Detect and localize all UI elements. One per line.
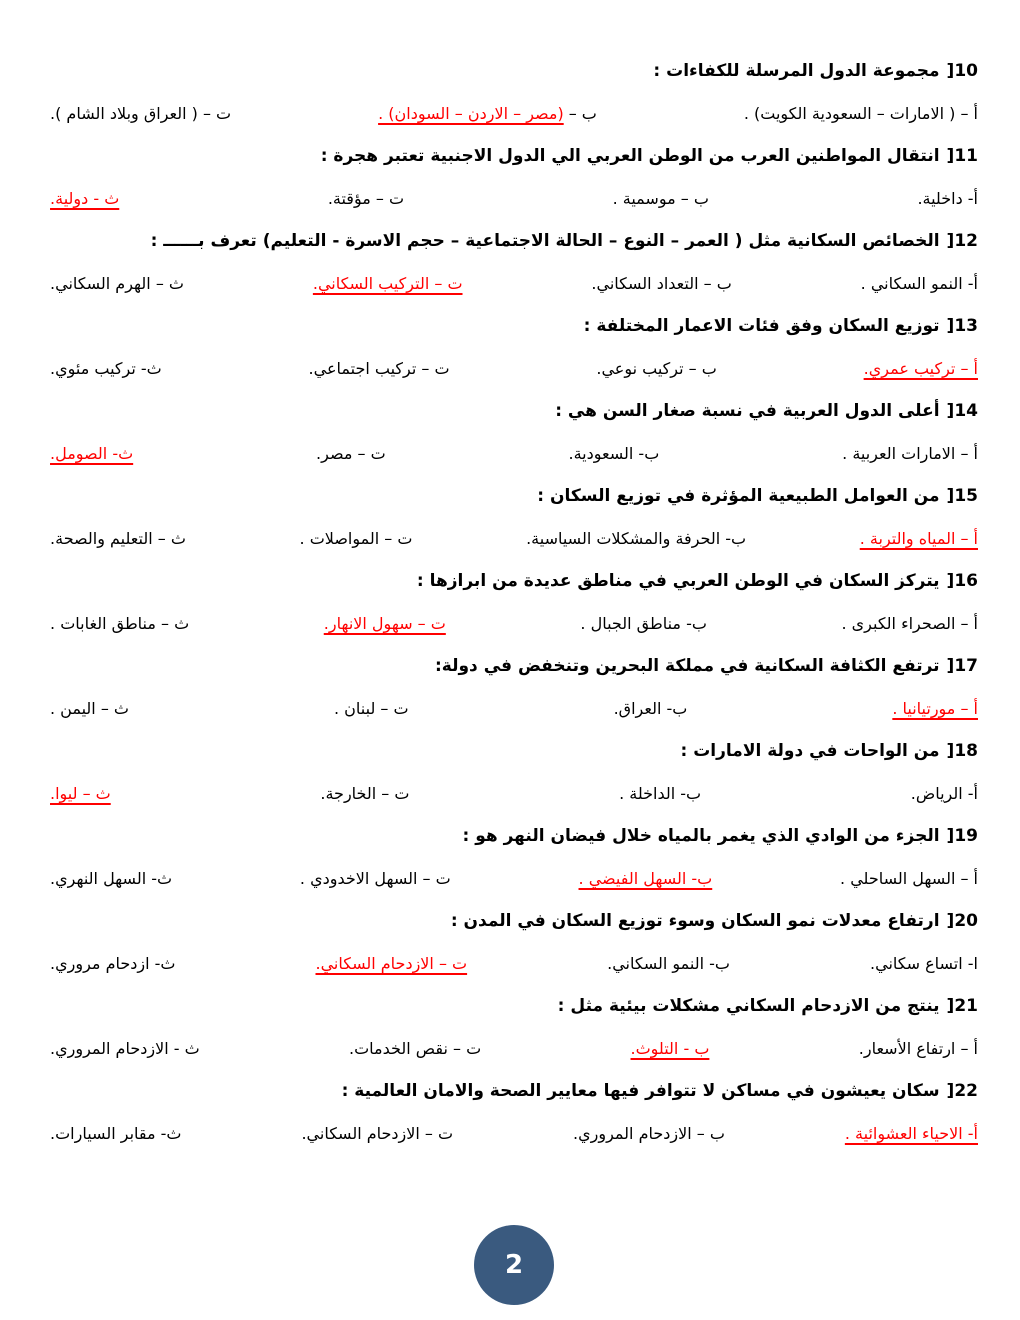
option-answer-correct: ت – سهول الانهار.	[323, 614, 446, 633]
question-text: يتركز السكان في الوطن العربي في مناطق عديدة من ابرازها :	[416, 571, 940, 591]
option	[316, 444, 386, 463]
option-text: ت – لبنان .	[334, 699, 409, 718]
option-text: أ – الامارات العربية .	[842, 444, 978, 463]
question-text: أعلى الدول العربية في نسبة صغار السن هي :	[555, 401, 940, 421]
question-header	[50, 50, 978, 92]
question-text: مجموعة الدول المرسلة للكفاءات :	[653, 61, 940, 81]
option	[744, 104, 978, 123]
question-header	[50, 135, 978, 177]
option	[619, 784, 701, 803]
option-text: ت – السهل الاخدودي .	[299, 869, 451, 888]
option-answer-correct: (مصر – الاردن – السودان) .	[378, 104, 564, 123]
question-header	[50, 985, 978, 1027]
option	[50, 359, 162, 378]
question-block	[50, 645, 978, 730]
options-row	[50, 857, 978, 900]
option-text: أ – الصحراء الكبرى .	[841, 614, 978, 633]
option-text: ا- اتساع سكاني.	[870, 954, 978, 973]
option	[50, 529, 186, 548]
option-text: ت – الازدحام السكاني.	[301, 1124, 454, 1143]
options-row	[50, 772, 978, 815]
page-number: 2	[504, 1250, 524, 1280]
option	[569, 444, 660, 463]
question-number: ] 19	[947, 826, 978, 846]
question-number: ] 13	[947, 316, 978, 336]
option	[50, 444, 133, 463]
option	[349, 1039, 481, 1058]
option-answer-correct: أ – مورتيانيا .	[892, 699, 978, 718]
option-text: ث – الهرم السكاني.	[50, 274, 184, 293]
question-number: ] 21	[947, 996, 978, 1016]
question-header	[50, 645, 978, 687]
question-text: الجزء من الوادي الذي يغمر بالمياه خلال فيضان النهر هو :	[462, 826, 940, 846]
option	[631, 1039, 710, 1058]
option	[860, 529, 978, 548]
option	[842, 444, 978, 463]
option-answer-correct: ب - التلوث.	[630, 1039, 710, 1058]
options-row	[50, 92, 978, 135]
option-text: ث- تركيب مئوي.	[50, 359, 162, 378]
option	[841, 614, 978, 633]
option	[378, 104, 597, 123]
options-row	[50, 1112, 978, 1155]
question-number: ] 15	[947, 486, 978, 506]
option-text: ب- العراق.	[613, 699, 688, 718]
question-number: ] 12	[947, 231, 978, 251]
option	[50, 614, 189, 633]
question-text: الخصائص السكانية مثل ( العمر – النوع – الحالة الاجتماعية – حجم الاسرة - التعليم) تعرف بــــــ :	[150, 231, 940, 251]
option-text: ث – مناطق الغابات .	[50, 614, 190, 633]
option	[859, 1039, 978, 1058]
options-row	[50, 262, 978, 305]
options-row	[50, 517, 978, 560]
question-block	[50, 560, 978, 645]
option-answer-correct: ب- السهل الفيضي .	[578, 869, 713, 888]
option-answer-correct: ث - دولية.	[50, 189, 120, 208]
option-text: ب – الازدحام المروري.	[573, 1124, 725, 1143]
option	[313, 274, 463, 293]
option-text: ب – تركيب نوعي.	[596, 359, 717, 378]
option-text: ب – موسمية .	[612, 189, 709, 208]
question-block	[50, 730, 978, 815]
option	[50, 869, 172, 888]
option-text: ت – مصر.	[316, 444, 386, 463]
option-text: ث – التعليم والصحة.	[50, 529, 186, 548]
option-text: ث - الازدحام المروري.	[50, 1039, 200, 1058]
question-number: ] 20	[947, 911, 978, 931]
option-answer-correct: ث – ليوا.	[50, 784, 111, 803]
question-header	[50, 815, 978, 857]
option	[911, 784, 978, 803]
question-number: ] 22	[947, 1081, 978, 1101]
question-text: انتقال المواطنين العرب من الوطن العربي الي الدول الاجنبية تعتبر هجرة :	[320, 146, 940, 166]
option	[320, 784, 409, 803]
question-text: ترتفع الكثافة السكانية في مملكة البحرين وتنخفض في دولة:	[435, 656, 940, 676]
question-text: ارتفاع معدلات نمو السكان وسوء توزيع السكان في المدن :	[450, 911, 940, 931]
question-header	[50, 390, 978, 432]
option	[300, 869, 451, 888]
question-number: ] 16	[947, 571, 978, 591]
option-text: ث- مقابر السيارات.	[50, 1124, 182, 1143]
option-text: ت – ( العراق وبلاد الشام ).	[50, 104, 232, 123]
question-block	[50, 475, 978, 560]
options-row	[50, 432, 978, 475]
question-number: ] 18	[947, 741, 978, 761]
option	[50, 274, 184, 293]
question-header	[50, 220, 978, 262]
option	[50, 104, 231, 123]
option	[50, 699, 129, 718]
option-text: ت – مؤقتة.	[327, 189, 405, 208]
option	[334, 699, 409, 718]
option	[300, 529, 413, 548]
option-text: ب- مناطق الجبال .	[580, 614, 707, 633]
option-answer-correct: أ – المياه والتربة .	[859, 529, 978, 548]
option	[840, 869, 978, 888]
question-block	[50, 50, 978, 135]
option	[613, 189, 709, 208]
option-text: ب- الداخلة .	[619, 784, 702, 803]
option-text: أ- النمو السكاني .	[860, 274, 978, 293]
option-text: أ- الرياض.	[910, 784, 978, 803]
option	[573, 1124, 725, 1143]
option-text: أ – ( الامارات – السعودية الكويت) .	[743, 104, 978, 123]
option	[328, 189, 404, 208]
options-row	[50, 687, 978, 730]
option-text: أ – السهل الساحلي .	[840, 869, 978, 888]
question-text: سكان يعيشون في مساكن لا تتوافر فيها معايير الصحة والامان العالمية :	[341, 1081, 940, 1101]
option-answer-correct: ت – الازدحام السكاني.	[315, 954, 468, 973]
option-text: ت – المواصلات .	[299, 529, 413, 548]
option-text: ث- ازدحام مروري.	[50, 954, 176, 973]
option-text: ب- النمو السكاني.	[607, 954, 730, 973]
option	[845, 1124, 978, 1143]
option-text: أ – ارتفاع الأسعار.	[858, 1039, 978, 1058]
question-header	[50, 305, 978, 347]
option	[580, 614, 707, 633]
questions	[50, 50, 978, 1155]
question-number: ] 17	[947, 656, 978, 676]
options-row	[50, 347, 978, 390]
question-number: ] 14	[947, 401, 978, 421]
option	[309, 359, 450, 378]
question-block	[50, 305, 978, 390]
option	[596, 359, 716, 378]
option	[324, 614, 446, 633]
option-text: أ- داخلية.	[917, 189, 978, 208]
option-text: ث – اليمن .	[50, 699, 129, 718]
option	[579, 869, 713, 888]
question-text: من الواحات في دولة الامارات :	[680, 741, 940, 761]
option-text: ت – تركيب اجتماعي.	[308, 359, 450, 378]
option	[50, 189, 119, 208]
question-block	[50, 900, 978, 985]
options-row	[50, 602, 978, 645]
option	[861, 274, 978, 293]
question-header	[50, 475, 978, 517]
option	[50, 954, 175, 973]
option	[50, 784, 111, 803]
option	[614, 699, 688, 718]
option-text: ت – نقص الخدمات.	[349, 1039, 482, 1058]
option-text: ب- الحرفة والمشكلات السياسية.	[526, 529, 747, 548]
question-text: من العوامل الطبيعية المؤثرة في توزيع السكان :	[537, 486, 940, 506]
option	[892, 699, 978, 718]
options-row	[50, 177, 978, 220]
question-block	[50, 390, 978, 475]
option-text: ب- السعودية.	[568, 444, 660, 463]
option-text: ب – التعداد السكاني.	[591, 274, 732, 293]
question-text: ينتج من الازدحام السكاني مشكلات بيئية مثل :	[557, 996, 940, 1016]
question-number: ] 10	[947, 61, 978, 81]
option-answer-correct: ت – التركيب السكاني.	[312, 274, 463, 293]
option	[591, 274, 731, 293]
question-block	[50, 815, 978, 900]
option	[526, 529, 746, 548]
option	[607, 954, 730, 973]
question-header	[50, 730, 978, 772]
question-header	[50, 560, 978, 602]
option-letter: ب –	[568, 104, 597, 123]
question-block	[50, 1070, 978, 1155]
option	[50, 1039, 200, 1058]
option	[870, 954, 978, 973]
option-answer-correct: أ- الاحياء العشوائية .	[844, 1124, 978, 1143]
option-text: ت – الخارجة.	[320, 784, 410, 803]
option	[301, 1124, 453, 1143]
options-row	[50, 1027, 978, 1070]
option-answer-correct: أ – تركيب عمري.	[863, 359, 978, 378]
question-header	[50, 900, 978, 942]
option-answer-correct: ث- الصومل.	[50, 444, 134, 463]
option	[917, 189, 978, 208]
question-block	[50, 135, 978, 220]
option	[864, 359, 978, 378]
question-header	[50, 1070, 978, 1112]
question-number: ] 11	[947, 146, 978, 166]
option	[50, 1124, 181, 1143]
question-text: توزيع السكان وفق فئات الاعمار المختلفة :	[583, 316, 940, 336]
question-block	[50, 220, 978, 305]
question-block	[50, 985, 978, 1070]
options-row	[50, 942, 978, 985]
option	[316, 954, 468, 973]
page-number-badge	[474, 1225, 554, 1305]
option-text: ث- السهل النهري.	[50, 869, 173, 888]
